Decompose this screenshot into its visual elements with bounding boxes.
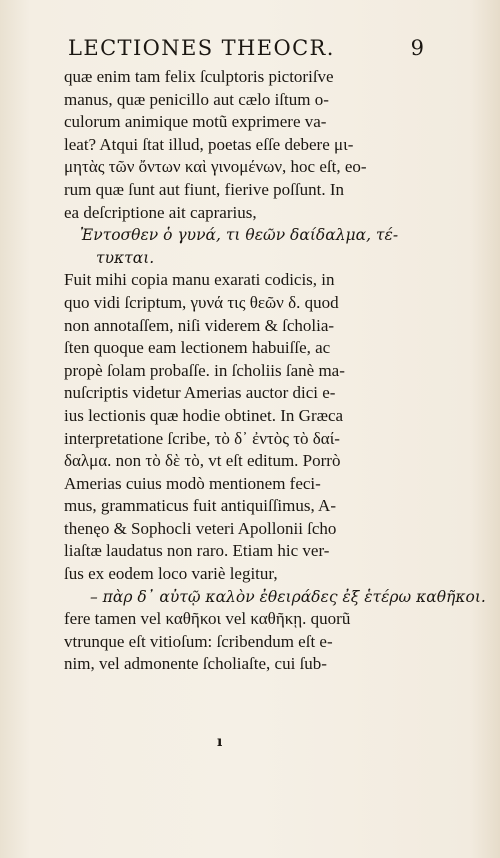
text-line: ea deſcriptione ait caprarius, xyxy=(64,202,257,222)
text-line: nuſcriptis videtur Amerias auctor dici e- xyxy=(64,383,336,403)
text-line: ius lectionis quæ hodie obtinet. In Græca xyxy=(64,405,344,425)
page-header xyxy=(68,36,424,60)
running-head: LECTIONES THEOCR. xyxy=(68,36,335,60)
text-line: leat? Atqui ſtat illud, poetas eſſe debere μι- xyxy=(64,134,354,154)
text-line: δαλμα. non τὸ δὲ τὸ, vt eſt editum. Porrò xyxy=(64,451,341,471)
page-number: 9 xyxy=(410,36,424,60)
text-line: propè ſolam probaſſe. in ſcholiis ſanè ma- xyxy=(64,360,345,380)
text-line: fere tamen vel καθῆκοι vel καθῆκῃ. quorũ xyxy=(64,609,351,629)
text-line: ſus ex eodem loco variè legitur, xyxy=(64,564,278,584)
body-text xyxy=(64,66,486,676)
text-line: manus, quæ penicillo aut cælo iſtum o- xyxy=(64,89,329,109)
text-line: Amerias cuius modò mentionem feci- xyxy=(64,473,321,493)
text-line: rum quæ ſunt aut fiunt, fierive poſſunt. In xyxy=(64,179,344,199)
text-line: nim, vel admonente ſcholiaſte, cui ſub- xyxy=(64,654,327,674)
text-line: Fuit mihi copia manu exarati codicis, in xyxy=(64,270,335,290)
text-line: quæ enim tam felix ſculptoris pictoriſve xyxy=(64,67,334,86)
text-line: – πὰρ δ᾽ αὐτῷ καλὸν ἐθειράδες ἐξ ἑτέρω καθῆκοι. xyxy=(90,587,486,606)
text-line: μητὰς τῶν ὄντων καὶ γινομένων, hoc eſt, eo- xyxy=(64,157,367,177)
text-line: ſten quoque eam lectionem habuiſſe, ac xyxy=(64,338,331,358)
text-line: Ἐντοσθεν ὁ γυνά, τι θεῶν δαίδαλμα, τέ- xyxy=(80,226,399,245)
text-line: thenęo & Sophocli veteri Apollonii ſcho xyxy=(64,518,337,538)
text-line: vtrunque eſt vitioſum: ſcribendum eſt e- xyxy=(64,631,333,651)
text-line: liaſtæ laudatus non raro. Etiam hic ver- xyxy=(64,541,330,561)
signature-mark: ı xyxy=(217,734,223,750)
text-line: mus, grammaticus fuit antiquiſſimus, A- xyxy=(64,496,336,516)
text-line: τυκται. xyxy=(96,248,155,267)
text-line: interpretatione ſcribe, τὸ δ᾽ ἐντὸς τὸ δαί- xyxy=(64,428,340,448)
text-line: non annotaſſem, niſi viderem & ſcholia- xyxy=(64,315,335,335)
text-line: culorum animique motũ exprimere va- xyxy=(64,112,327,132)
text-line: quo vidi ſcriptum, γυνά τις θεῶν δ. quod xyxy=(64,292,339,312)
